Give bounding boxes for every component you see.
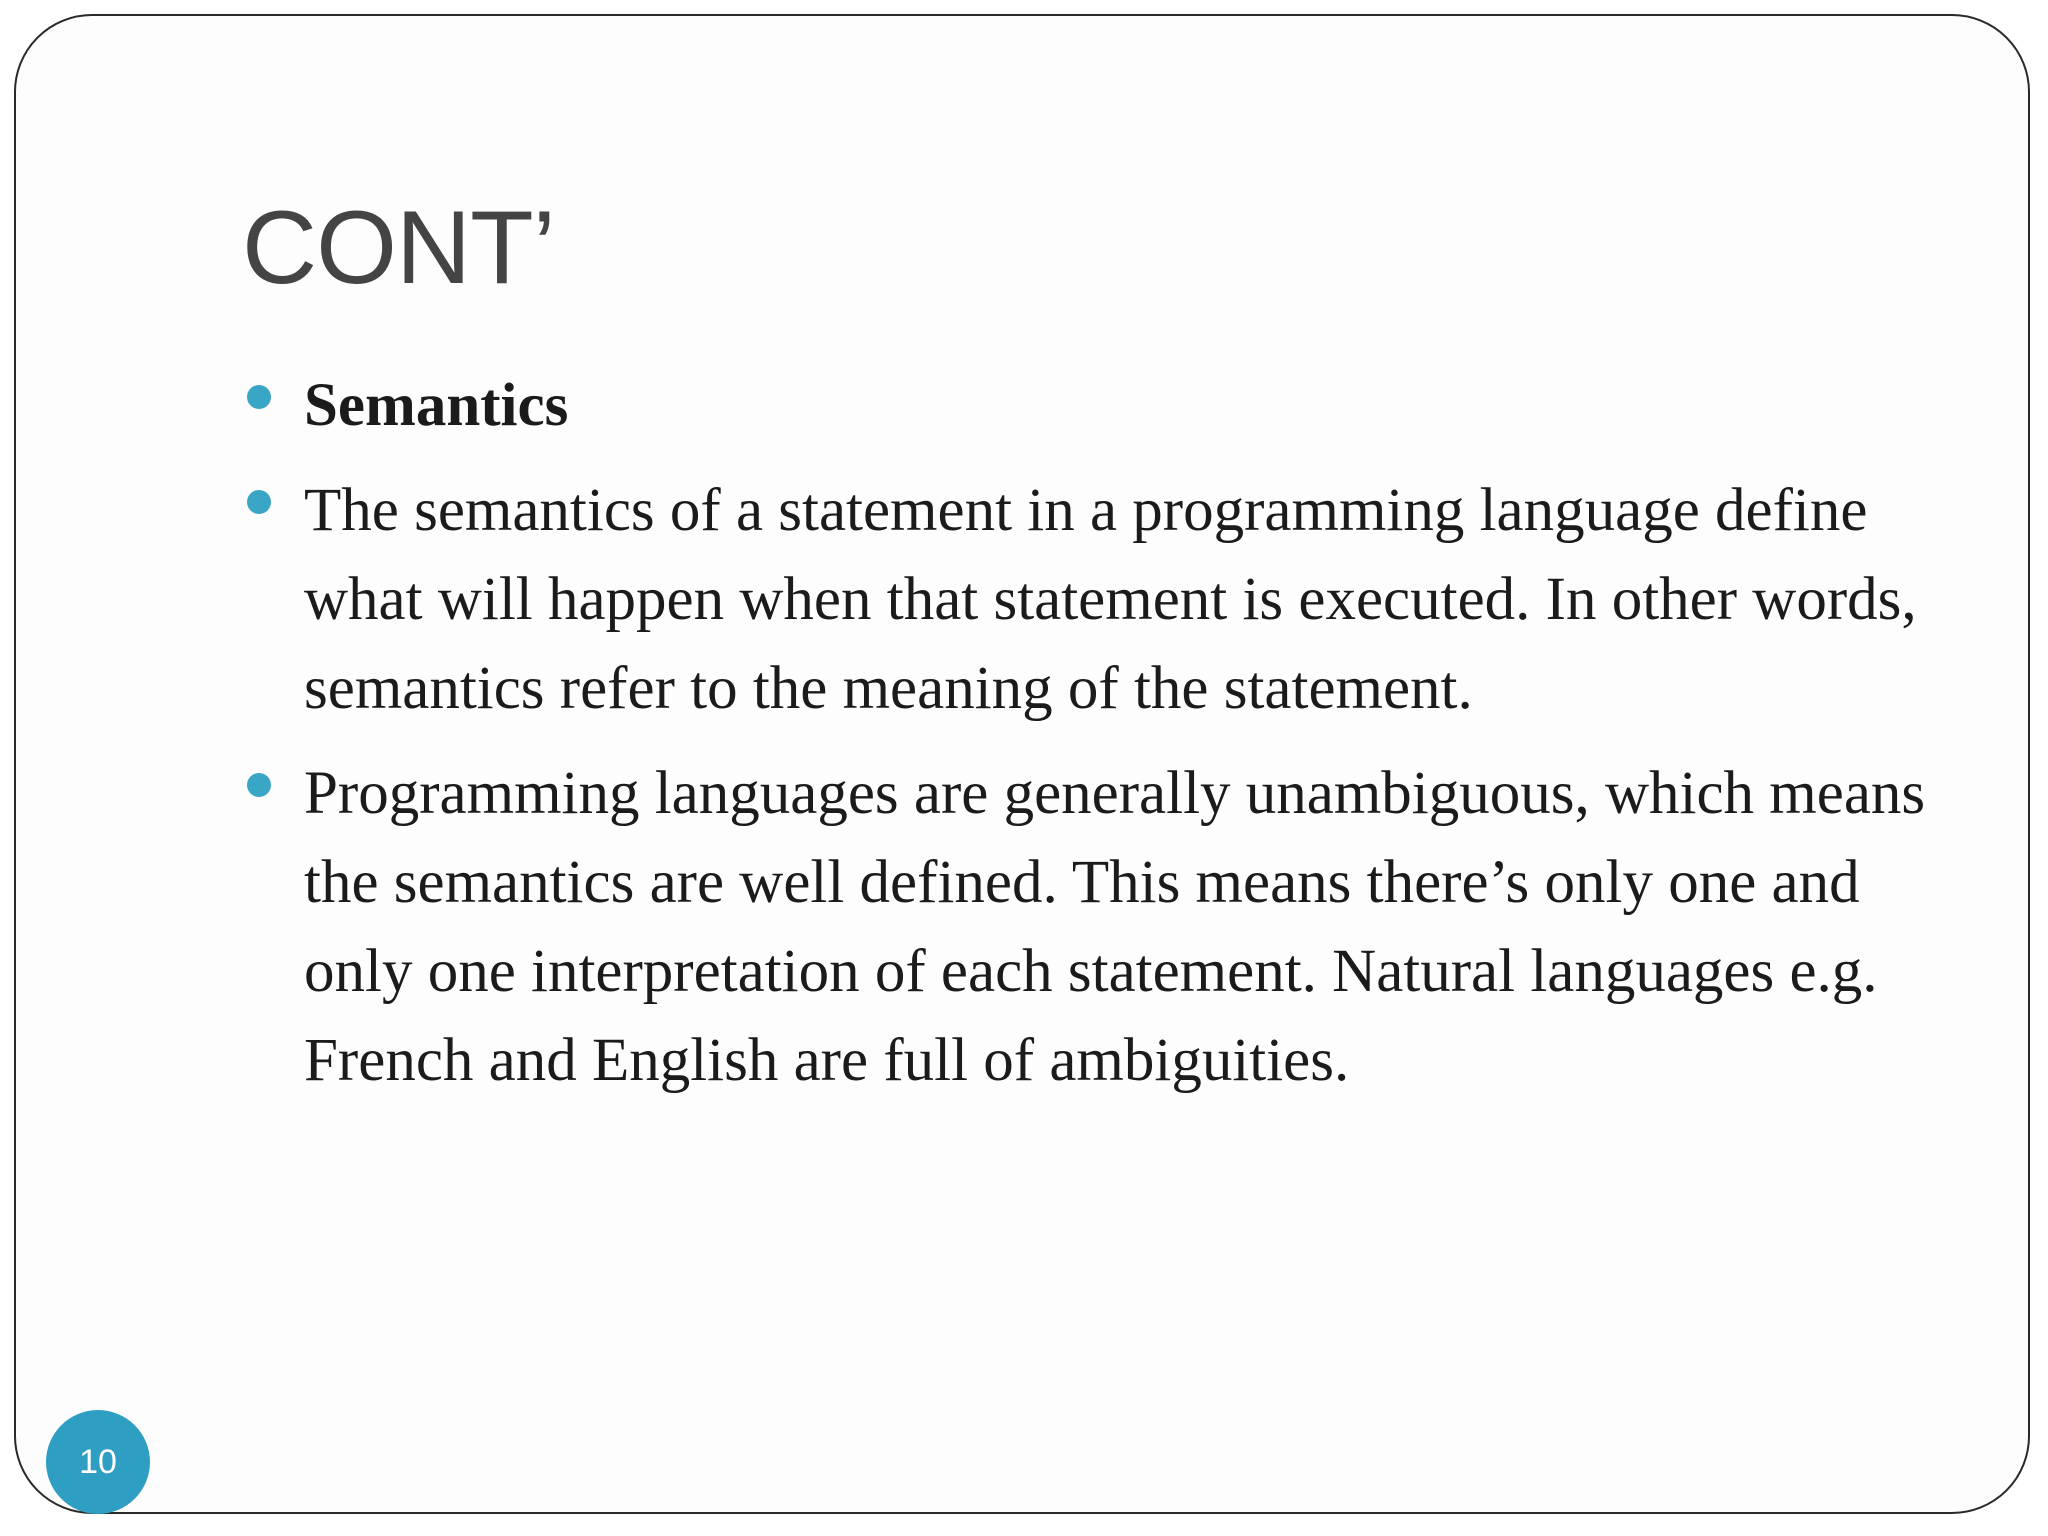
page-number-badge bbox=[46, 1410, 150, 1514]
bullet-dot-icon bbox=[247, 490, 271, 514]
bullet-item-definition bbox=[242, 466, 1942, 733]
slide-title: CONT’ bbox=[242, 190, 555, 306]
bullet-item-unambiguous bbox=[242, 749, 1942, 1105]
bullet-list bbox=[242, 361, 1942, 1105]
bullet-text: The semantics of a statement in a programming language define what will happen when that statement is executed. In other words, semantics refer to the meaning of the statement. bbox=[304, 477, 1917, 722]
bullet-dot-icon bbox=[247, 773, 271, 797]
slide bbox=[14, 14, 2030, 1514]
bullet-dot-icon bbox=[247, 385, 271, 409]
bullet-item-semantics bbox=[242, 361, 1942, 450]
page-number: 10 bbox=[79, 1442, 117, 1481]
bullet-text: Semantics bbox=[304, 372, 569, 439]
bullet-text: Programming languages are generally unambiguous, which means the semantics are well defined. This means there’s only one and only one interpretation of each statement. Natural languages e.g. French and English are full of ambiguities. bbox=[304, 760, 1926, 1094]
